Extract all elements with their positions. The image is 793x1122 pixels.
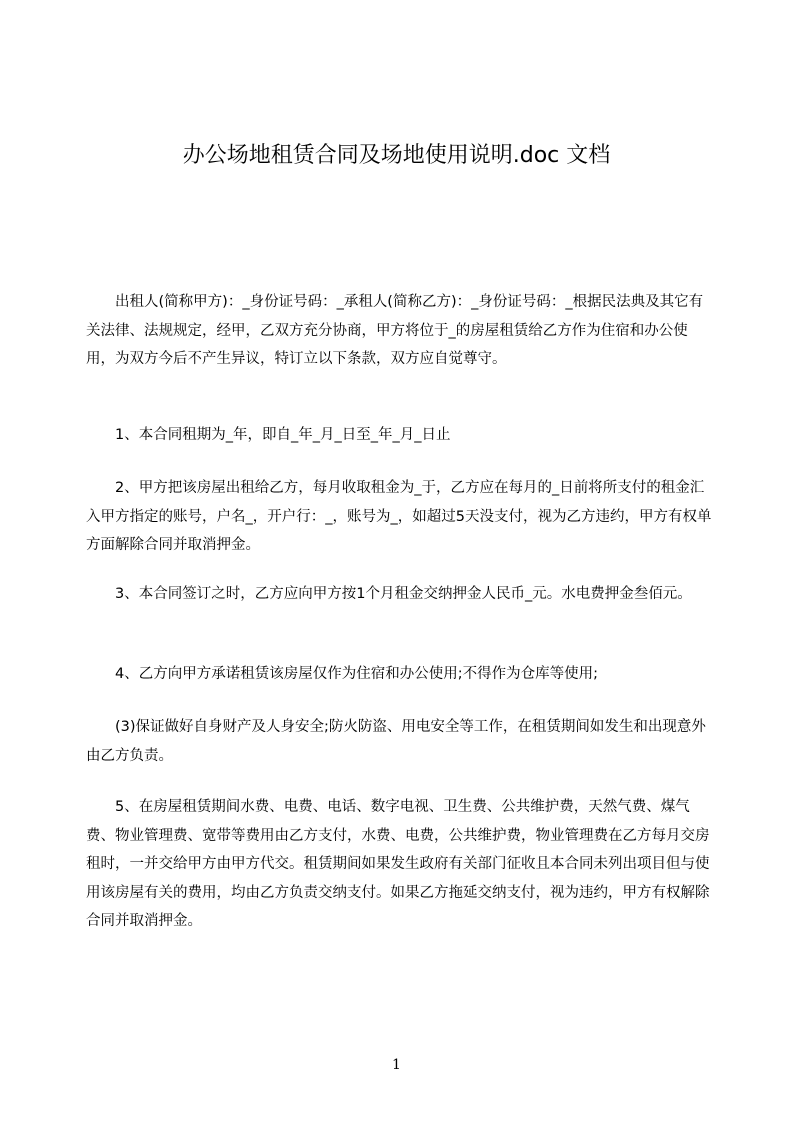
paragraph-parties: 出租人(简称甲方)：_身份证号码：_承租人(简称乙方)：_身份证号码：_根据民法典及其它有关法律、法规规定，经甲，乙双方充分协商，甲方将位于_的房屋租赁给乙方作为住宿和办公使用，为双方今后不产生异议，特订立以下条款，双方应自觉尊守。 (86, 294, 704, 367)
paragraph-clause-1: 1、本合同租期为_年，即自_年_月_日至_年_月_日止 (115, 427, 451, 443)
document-title: 办公场地租赁合同及场地使用说明.doc 文档 (182, 143, 611, 168)
page-number: 1 (392, 1057, 401, 1073)
paragraph-clause-4-3: (3)保证做好自身财产及人身安全;防火防盗、用电安全等工作，在租赁期间如发生和出现意外由乙方负责。 (86, 719, 706, 764)
paragraph-clause-3: 3、本合同签订之时，乙方应向甲方按1个月租金交纳押金人民币_元。水电费押金叁佰元。 (115, 586, 692, 602)
paragraph-clause-4: 4、乙方向甲方承诺租赁该房屋仅作为住宿和办公使用;不得作为仓库等使用; (115, 666, 598, 682)
paragraph-clause-2: 2、甲方把该房屋出租给乙方，每月收取租金为_于，乙方应在每月的_日前将所支付的租金汇入甲方指定的账号，户名_，开户行：_，账号为_，如超过5天没支付，视为乙方违约，甲方有权单方面解除合同并取消押金。 (86, 480, 712, 553)
paragraph-clause-5: 5、在房屋租赁期间水费、电费、电话、数字电视、卫生费、公共维护费，天然气费、煤气费、物业管理费、宽带等费用由乙方支付，水费、电费，公共维护费，物业管理费在乙方每月交房租时，一并交给甲方由甲方代交。租赁期间如果发生政府有关部门征收且本合同未列出项目但与使用该房屋有关的费用，均由乙方负责交纳支付。如果乙方拖延交纳支付，视为违约，甲方有权解除合同并取消押金。 (86, 799, 710, 929)
